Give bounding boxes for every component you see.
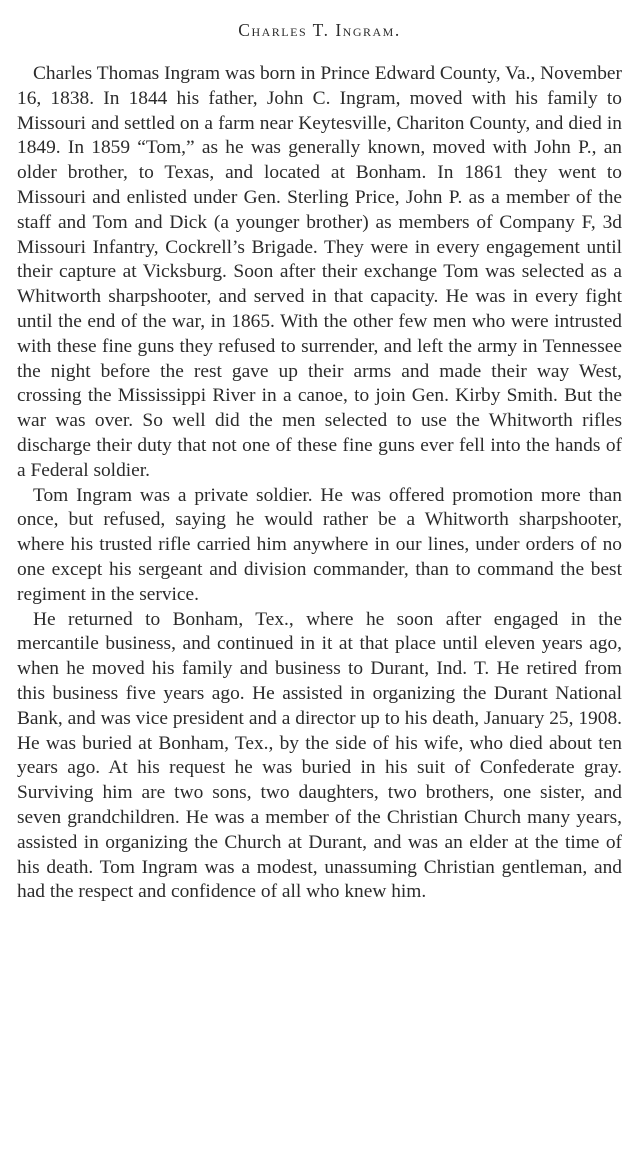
article-title: Charles T. Ingram. [238, 20, 401, 40]
document-page [17, 16, 622, 905]
paragraph-military-service: Tom Ingram was a private soldier. He was offered promotion more than once, but refused, saying he would rather be a Whitworth sharpshooter, where his trusted rifle carried him anywhere in our lines, under orders of no one except his sergeant and division commander, than to command the best regiment in the service. [17, 484, 622, 605]
paragraph-later-life: He returned to Bonham, Tex., where he soon after engaged in the mercantile business, and continued in it at that place until eleven years ago, when he moved his family and business to Durant, Ind. T. He retired from this business five years ago. He assisted in organizing the Durant National Bank, and was vice president and a director up to his death, January 25, 1908. He was buried at Bonham, Tex., by the side of his wife, who died about ten years ago. At his request he was buried in his suit of Confederate gray. Surviving him are two sons, two daughters, two brothers, one sister, and seven grandchildren. He was a member of the Christian Church many years, assisted in organizing the Church at Durant, and was an elder at the time of his death. Tom Ingram was a modest, unassuming Christian gentleman, and had the respect and confidence of all who knew him. [17, 608, 622, 903]
paragraph-biography: Charles Thomas Ingram was born in Prince Edward County, Va., November 16, 1838. In 1844 his father, John C. Ingram, moved with his family to Missouri and settled on a farm near Keytesville, Chariton County, and died in 1849. In 1859 “Tom,” as he was generally known, moved with John P., an older brother, to Texas, and located at Bonham. In 1861 they went to Missouri and enlisted under Gen. Sterling Price, John P. as a member of the staff and Tom and Dick (a younger brother) as members of Company F, 3d Missouri Infantry, Cockrell’s Brigade. They were in every engagement until their capture at Vicksburg. Soon after their exchange Tom was selected as a Whitworth sharpshooter, and served in that capacity. He was in every fight until the end of the war, in 1865. With the other few men who were intrusted with these fine guns they refused to surrender, and left the army in Tennessee the night before the rest gave up their arms and made their way West, crossing the Mississippi River in a canoe, to join Gen. Kirby Smith. But the war was over. So well did the men selected to use the Whitworth rifles discharge their duty that not one of these fine guns ever fell into the hands of a Federal soldier. [17, 63, 622, 481]
